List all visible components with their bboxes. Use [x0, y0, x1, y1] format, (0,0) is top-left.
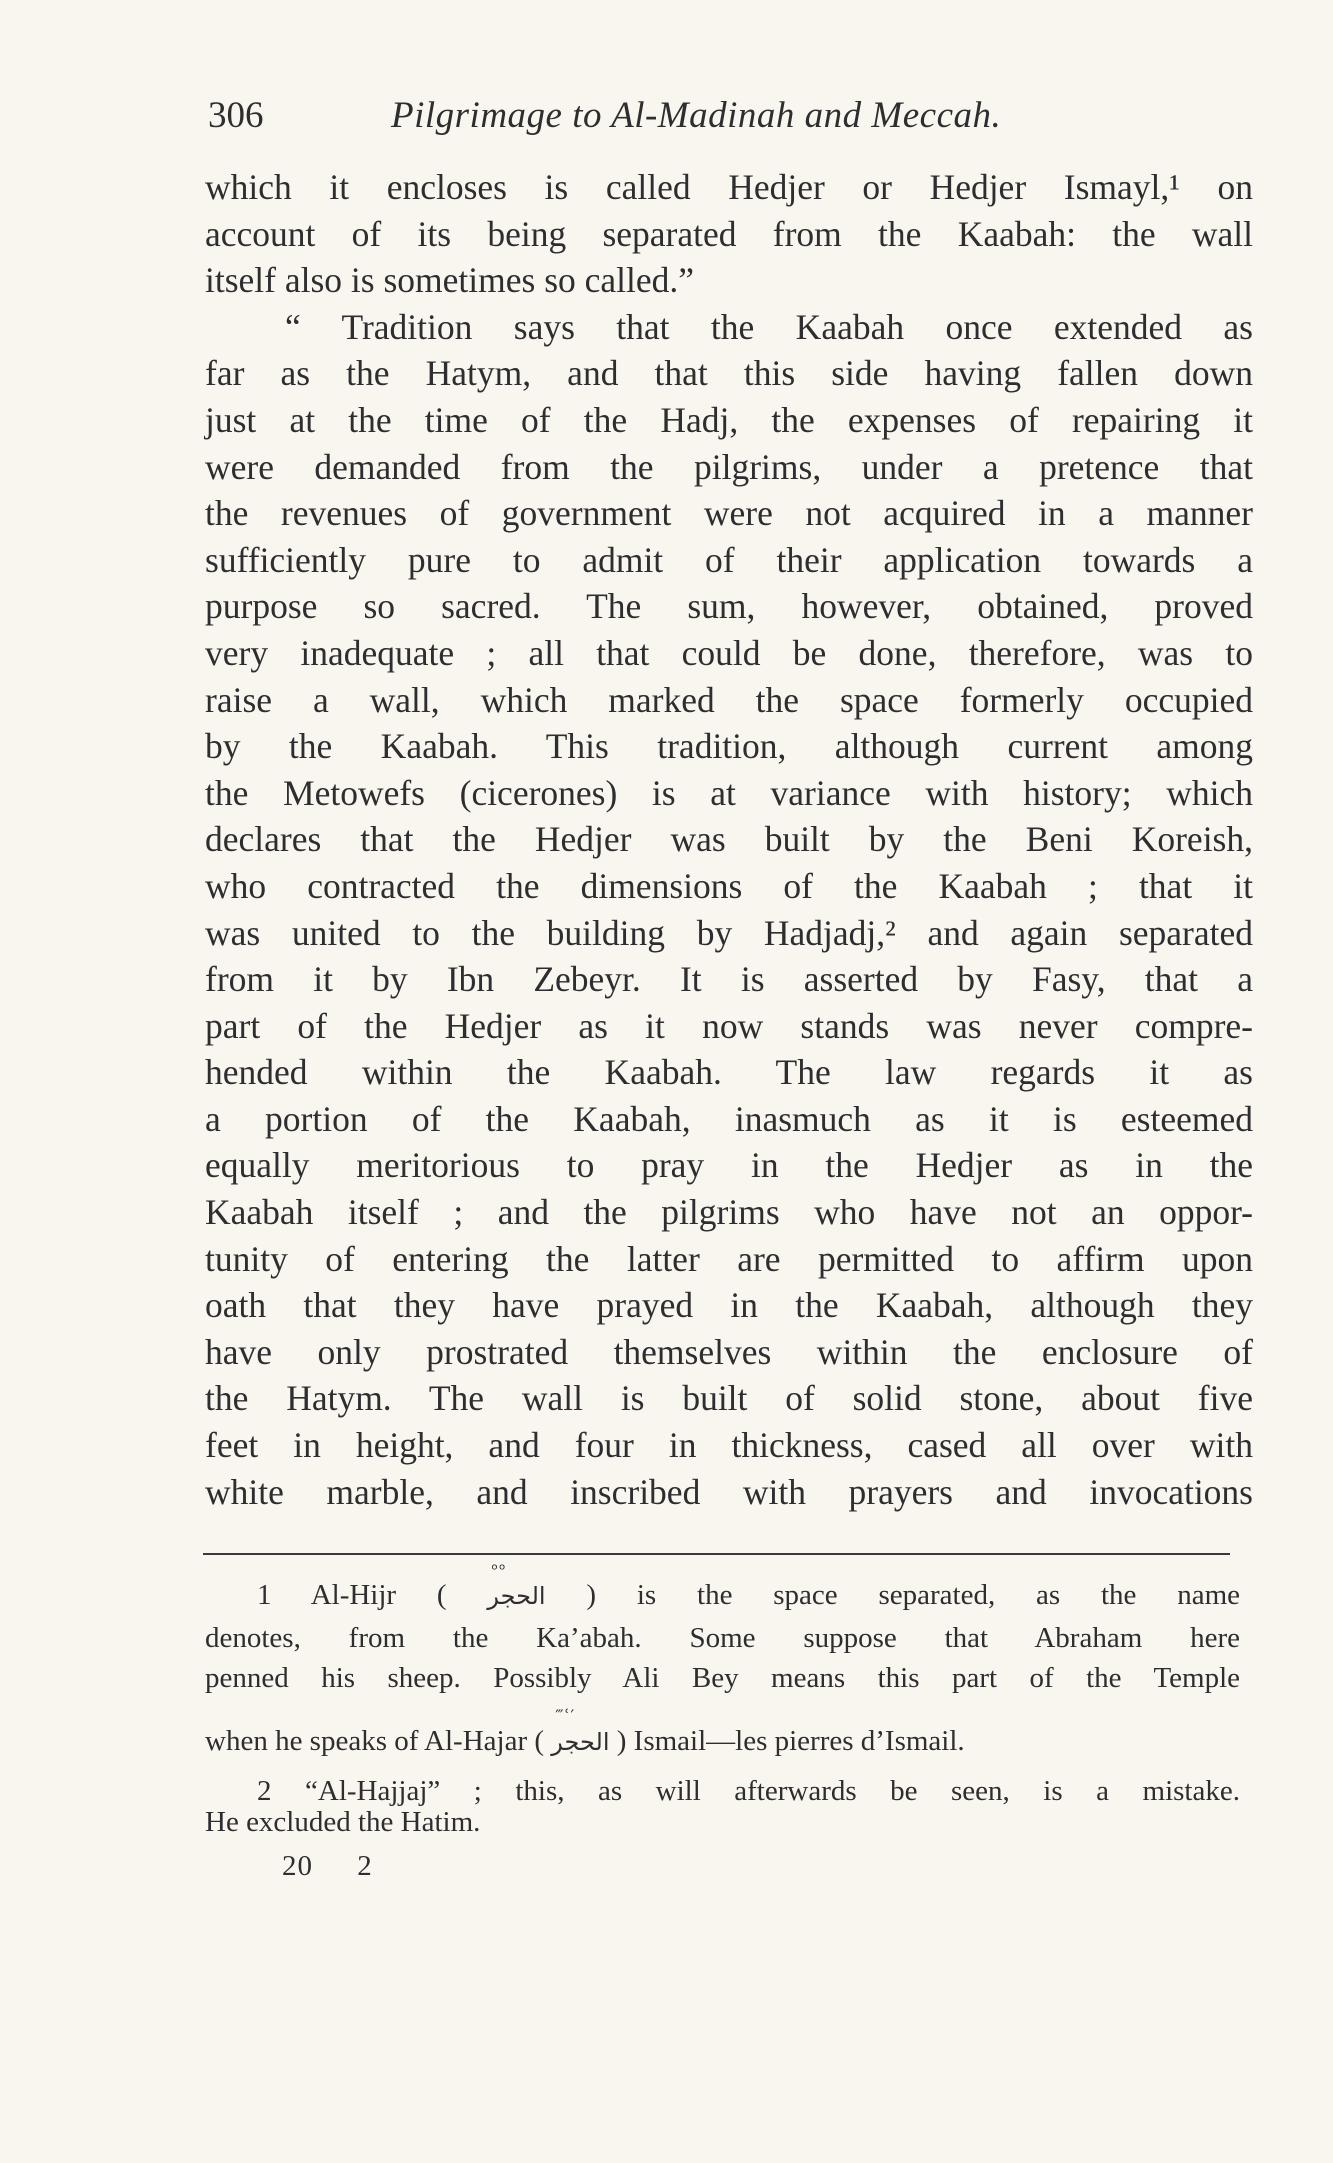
arabic-word-al-hijr: [487, 1560, 546, 1625]
footnote-2-line: 2 “Al-Hajjaj” ; this, as will afterwards be seen, is a mistake.: [257, 1775, 1240, 1807]
text-line: the revenues of government were not acquired in a manner: [205, 493, 1253, 534]
signature-gathering-number: 2: [357, 1850, 373, 1882]
text-line: the Hatym. The wall is built of solid stone, about five: [205, 1378, 1253, 1419]
text-line: equally meritorious to pray in the Hedjer as in the: [205, 1145, 1253, 1186]
text-line: the Metowefs (cicerones) is at variance with history; which: [205, 772, 1253, 813]
text-line: was united to the building by Hadjadj,² and again separated: [205, 912, 1253, 953]
footnotes: [205, 1560, 1240, 1844]
text-line: declares that the Hedjer was built by the Beni Koreish,: [205, 819, 1253, 860]
footnote-1-text: ) Ismail—les pierres d’Ismail.: [616, 1725, 965, 1757]
text-line: a portion of the Kaabah, inasmuch as it is esteemed: [205, 1098, 1253, 1139]
arabic-text: الحجر: [551, 1728, 610, 1756]
text-line: account of its being separated from the Kaabah: the wall: [205, 213, 1253, 254]
text-line: hended within the Kaabah. The law regards it as: [205, 1052, 1253, 1093]
text-line: were demanded from the pilgrims, under a pretence that: [205, 446, 1253, 487]
running-title: Pilgrimage to Al-Madinah and Meccah.: [391, 95, 1002, 136]
text-line: just at the time of the Hadj, the expenses of repairing it: [205, 399, 1253, 440]
text-line: part of the Hedjer as it now stands was never compre-: [205, 1005, 1253, 1046]
footnote-1-text: ) is the space separated, as the name: [586, 1579, 1240, 1611]
text-line: far as the Hatym, and that this side having fallen down: [205, 353, 1253, 394]
text-line: Kaabah itself ; and the pilgrims who have not an oppor-: [205, 1192, 1253, 1233]
text-line: “ Tradition says that the Kaabah once extended as: [285, 306, 1253, 347]
page-number: 306: [208, 95, 264, 136]
text-line: purpose so sacred. The sum, however, obtained, proved: [205, 586, 1253, 627]
text-line: feet in height, and four in thickness, cased all over with: [205, 1425, 1253, 1466]
text-line: very inadequate ; all that could be done, therefore, was to: [205, 632, 1253, 673]
text-line: sufficiently pure to admit of their application towards a: [205, 539, 1253, 580]
text-line: itself also is sometimes so called.”: [205, 260, 695, 301]
footnote-1-line: penned his sheep. Possibly Ali Bey means this part of the Temple: [205, 1662, 1240, 1694]
text-line: tunity of entering the latter are permitted to affirm upon: [205, 1238, 1253, 1279]
text-line: by the Kaabah. This tradition, although current among: [205, 726, 1253, 767]
printer-signature-mark: [282, 1850, 373, 1883]
arabic-vowel-marks: ‴ʿ′: [555, 1706, 576, 1725]
footnote-1-marker-text: 1 Al-Hijr (: [257, 1579, 447, 1611]
footnote-1-line: [205, 1560, 1240, 1618]
footnote-divider: [203, 1553, 1230, 1555]
text-line: have only prostrated themselves within the enclosure of: [205, 1331, 1253, 1372]
text-line: who contracted the dimensions of the Kaabah ; that it: [205, 865, 1253, 906]
footnote-1-text: when he speaks of Al-Hajar (: [205, 1725, 545, 1757]
footnote-1-line: [205, 1706, 1240, 1762]
footnote-2-line: He excluded the Hatim.: [205, 1806, 481, 1838]
arabic-text: الحجر: [487, 1582, 546, 1610]
text-line: raise a wall, which marked the space formerly occupied: [205, 679, 1253, 720]
arabic-word-al-hajar: [551, 1706, 610, 1773]
text-line: oath that they have prayed in the Kaabah, although they: [205, 1285, 1253, 1326]
text-line: which it encloses is called Hedjer or Hedjer Ismayl,¹ on: [205, 167, 1253, 207]
text-line: white marble, and inscribed with prayers and invocations: [205, 1471, 1253, 1512]
main-text: [205, 164, 1253, 1515]
text-line: from it by Ibn Zebeyr. It is asserted by Fasy, that a: [205, 959, 1253, 1000]
arabic-vowel-marks: ᵒᵒ: [491, 1560, 507, 1579]
signature-sheet-number: 20: [282, 1850, 313, 1882]
page-header: [208, 88, 1248, 144]
footnote-1-line: denotes, from the Ka’abah. Some suppose that Abraham here: [205, 1622, 1240, 1654]
